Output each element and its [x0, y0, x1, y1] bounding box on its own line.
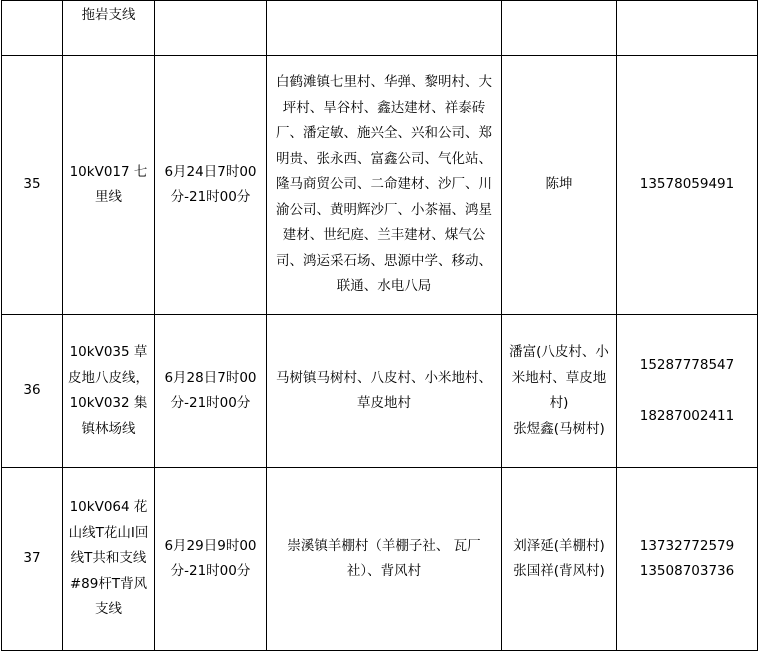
phone-cell: [617, 315, 758, 468]
contact-primary: 潘富(八皮村、小米地村、草皮地村): [509, 344, 609, 411]
row-number-cell: [2, 1, 63, 56]
affected-area-cell: 马树镇马树村、八皮村、小米地村、草皮地村: [267, 315, 502, 468]
phone-primary: 15287778547: [639, 356, 735, 373]
phone-cell: [617, 468, 758, 651]
phone-cell: 13578059491: [617, 56, 758, 315]
contact-cell: [502, 1, 617, 56]
phone-secondary: 13508703736: [639, 563, 735, 579]
line-name-cell: 10kV035 草皮地八皮线，10kV032 集镇林场线: [63, 315, 155, 468]
contact-cell: [502, 315, 617, 468]
phone-cell: [617, 1, 758, 56]
row-number-cell: 36: [2, 315, 63, 468]
contact-cell: 陈坤: [502, 56, 617, 315]
power-outage-table: [1, 0, 758, 651]
outage-time-cell: [155, 1, 267, 56]
row-number-cell: 37: [2, 468, 63, 651]
line-name-cell: 10kV064 花山线T花山I回线T共和支线#89杆T背风支线: [63, 468, 155, 651]
contact-secondary: 张煜鑫(马树村): [513, 420, 605, 437]
row-number-cell: 35: [2, 56, 63, 315]
table-row: [2, 468, 758, 651]
outage-time-cell: 6月28日7时00分-21时00分: [155, 315, 267, 468]
affected-area-cell: 崇溪镇羊棚村（羊棚子社、 瓦厂社）、背风村: [267, 468, 502, 651]
line-name-cell: 拖岩支线: [63, 1, 155, 56]
contact-secondary: 张国祥(背风村): [513, 563, 605, 579]
table-row: [2, 1, 758, 56]
outage-time-cell: 6月29日9时00分-21时00分: [155, 468, 267, 651]
table-row: [2, 56, 758, 315]
outage-time-cell: 6月24日7时00分-21时00分: [155, 56, 267, 315]
line-name-cell: 10kV017 七里线: [63, 56, 155, 315]
affected-area-cell: 白鹤滩镇七里村、华弹、黎明村、大坪村、旱谷村、鑫达建材、祥泰砖厂、潘定敏、施兴全、兴和公司、郑明贵、张永西、富鑫公司、气化站、隆马商贸公司、二命建材、沙厂、川渝公司、黄明辉沙厂、小茶福、鸿星建材、世纪庭、兰丰建材、煤气公司、鸿运采石场、思源中学、移动、联通、水电八局: [267, 56, 502, 315]
contact-cell: [502, 468, 617, 651]
phone-secondary: 18287002411: [639, 407, 735, 424]
table-row: [2, 315, 758, 468]
affected-area-cell: [267, 1, 502, 56]
contact-primary: 刘泽延(羊棚村): [513, 537, 605, 554]
phone-primary: 13732772579: [639, 537, 735, 554]
